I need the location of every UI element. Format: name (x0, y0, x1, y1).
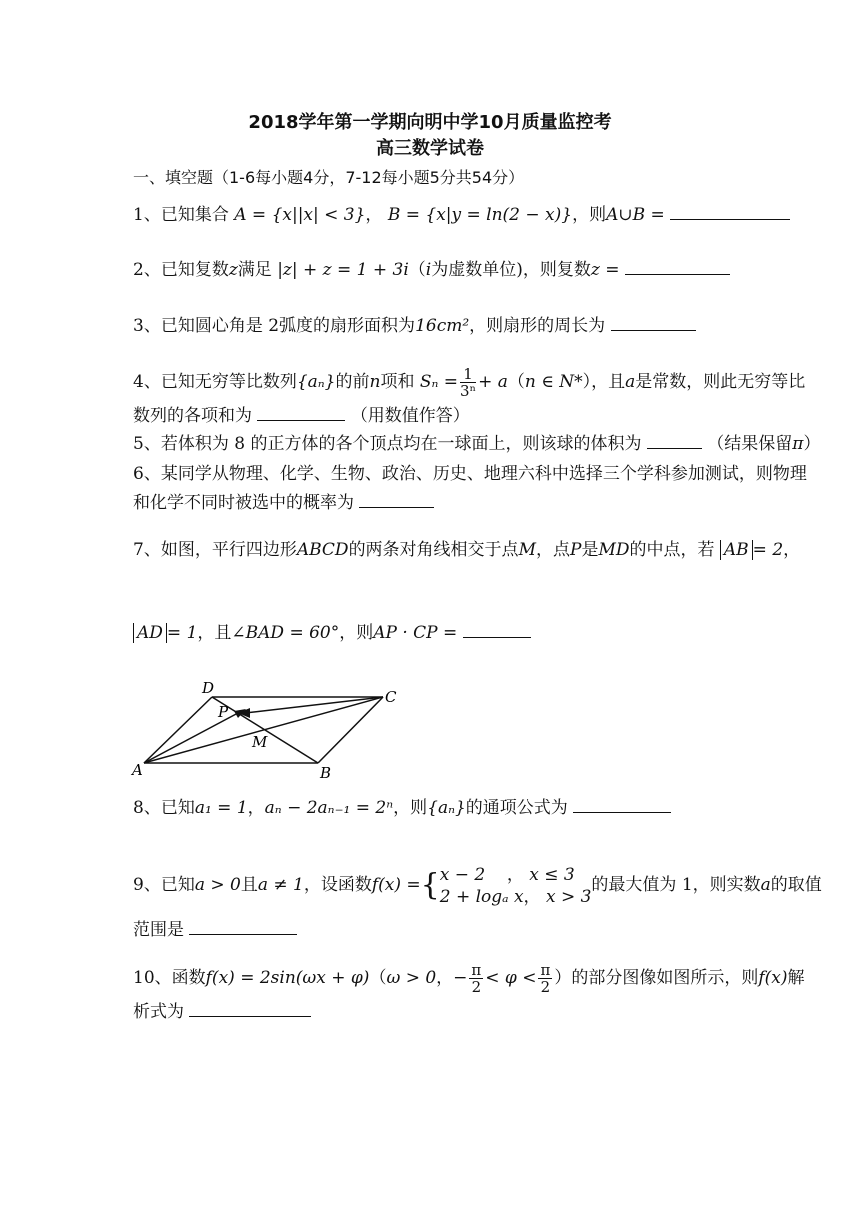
question-9: 9、已知a > 0且a ≠ 1，设函数f(x) ={ x − 2 ， x ≤ 3 2 + logₐ x， x > 3 的最大值为 1，则实数a的取值 (133, 864, 822, 907)
question-10-continued: 析式为 (133, 1000, 813, 1024)
question-5: 5、若体积为 8 的正方体的各个顶点均在一球面上，则该球的体积为 （结果保留π） (133, 434, 821, 454)
recurrence-expression: aₙ − 2aₙ₋₁ = 2ⁿ (264, 798, 394, 818)
question-8: 8、已知a₁ = 1，aₙ − 2aₙ₋₁ = 2ⁿ，则{aₙ}的通项公式为 (133, 796, 813, 820)
vector-ab-magnitude: AB (720, 540, 753, 560)
question-number: 4、 (133, 372, 161, 392)
set-a-expression: A = {x||x| < 3} (234, 205, 366, 225)
section-heading: 一、填空题（1-6每小题4分，7-12每小题5分共54分） (133, 168, 525, 187)
answer-blank[interactable] (359, 491, 434, 508)
union-expression: A∪B = (606, 205, 665, 225)
label-b: B (320, 764, 332, 780)
brace-icon: { (420, 867, 440, 903)
complex-equation: |z| + z = 1 + 3i (277, 260, 409, 280)
set-b-expression: B = {x|y = ln(2 − x)} (387, 205, 573, 225)
question-number: 10、 (133, 968, 172, 988)
question-1: 1、已知集合 A = {x||x| < 3}， B = {x|y = ln(2 − x)}，则A∪B = (133, 203, 813, 227)
question-4: 4、已知无穷等比数列{aₙ}的前n项和 Sₙ = $\frac{1}{\text{3ⁿ}}$ + a（n ∈ N*），且a是常数，则此无穷等比 (133, 365, 806, 400)
question-10: 10、函数f(x) = 2sin(ωx + φ)（ω > 0，− $\frac{\pi}{2}$ < φ < $\frac{\pi}{2}$ ）的部分图像如图所示，则f(x)解 (133, 961, 805, 996)
fraction: $\frac{\pi}{2}$ (471, 961, 482, 996)
question-number: 8、 (133, 798, 161, 818)
answer-blank[interactable] (463, 621, 531, 638)
answer-blank[interactable] (257, 404, 345, 421)
exam-subtitle: 高三数学试卷 (376, 138, 484, 159)
fraction: $\frac{1}{\text{3ⁿ}}$ (460, 365, 477, 400)
answer-blank[interactable] (670, 203, 790, 220)
question-number: 2、 (133, 260, 161, 280)
question-4-continued: 数列的各项和为 （用数值作答） (133, 406, 470, 426)
answer-blank[interactable] (647, 432, 702, 449)
question-number: 3、 (133, 316, 161, 336)
question-6-continued: 和化学不同时被选中的概率为 (133, 491, 813, 515)
vector-ad-magnitude: AD (133, 623, 167, 643)
segment-cp (245, 697, 383, 713)
question-number: 9、 (133, 875, 161, 895)
answer-blank[interactable] (189, 1000, 311, 1017)
answer-blank[interactable] (611, 314, 696, 331)
label-a: A (132, 761, 143, 779)
answer-blank[interactable] (189, 918, 297, 935)
side-bc (318, 697, 383, 763)
question-number: 5、 (133, 434, 161, 454)
function-expression: f(x) = 2sin(ωx + φ) (205, 968, 370, 988)
label-m: M (252, 733, 268, 751)
question-9-continued: 范围是 (133, 918, 813, 942)
exam-title: 2018学年第一学期向明中学10月质量监控考 (248, 112, 612, 133)
question-3: 3、已知圆心角是 2弧度的扇形面积为16cm²，则扇形的周长为 (133, 314, 813, 338)
label-p: P (218, 703, 229, 721)
question-number: 1、 (133, 205, 161, 225)
area-value: 16cm² (415, 316, 470, 336)
label-c: C (385, 688, 397, 706)
parallelogram-figure (130, 675, 410, 780)
answer-blank[interactable] (573, 796, 671, 813)
answer-blank[interactable] (625, 258, 730, 275)
dot-product-expression: AP · CP = (373, 623, 458, 643)
piecewise-definition: x − 2 ， x ≤ 3 2 + logₐ x， x > 3 (439, 864, 592, 907)
label-d: D (202, 679, 215, 697)
question-text: 已知集合 (160, 205, 229, 225)
question-7: 7、如图，平行四边形ABCD的两条对角线相交于点M，点P是MD的中点，若 AB = 2， (133, 540, 801, 560)
diagonal-ac (144, 697, 383, 763)
fraction: $\frac{\pi}{2}$ (540, 961, 551, 996)
question-number: 6、 (133, 464, 161, 484)
question-2: 2、已知复数z满足 |z| + z = 1 + 3i（i为虚数单位)，则复数z = (133, 258, 813, 282)
question-number: 7、 (133, 540, 161, 560)
question-7-continued: AD = 1，且∠BAD = 60°，则AP · CP = (133, 621, 813, 645)
question-6: 6、某同学从物理、化学、生物、政治、历史、地理六科中选择三个学科参加测试，则物理 (133, 464, 807, 484)
